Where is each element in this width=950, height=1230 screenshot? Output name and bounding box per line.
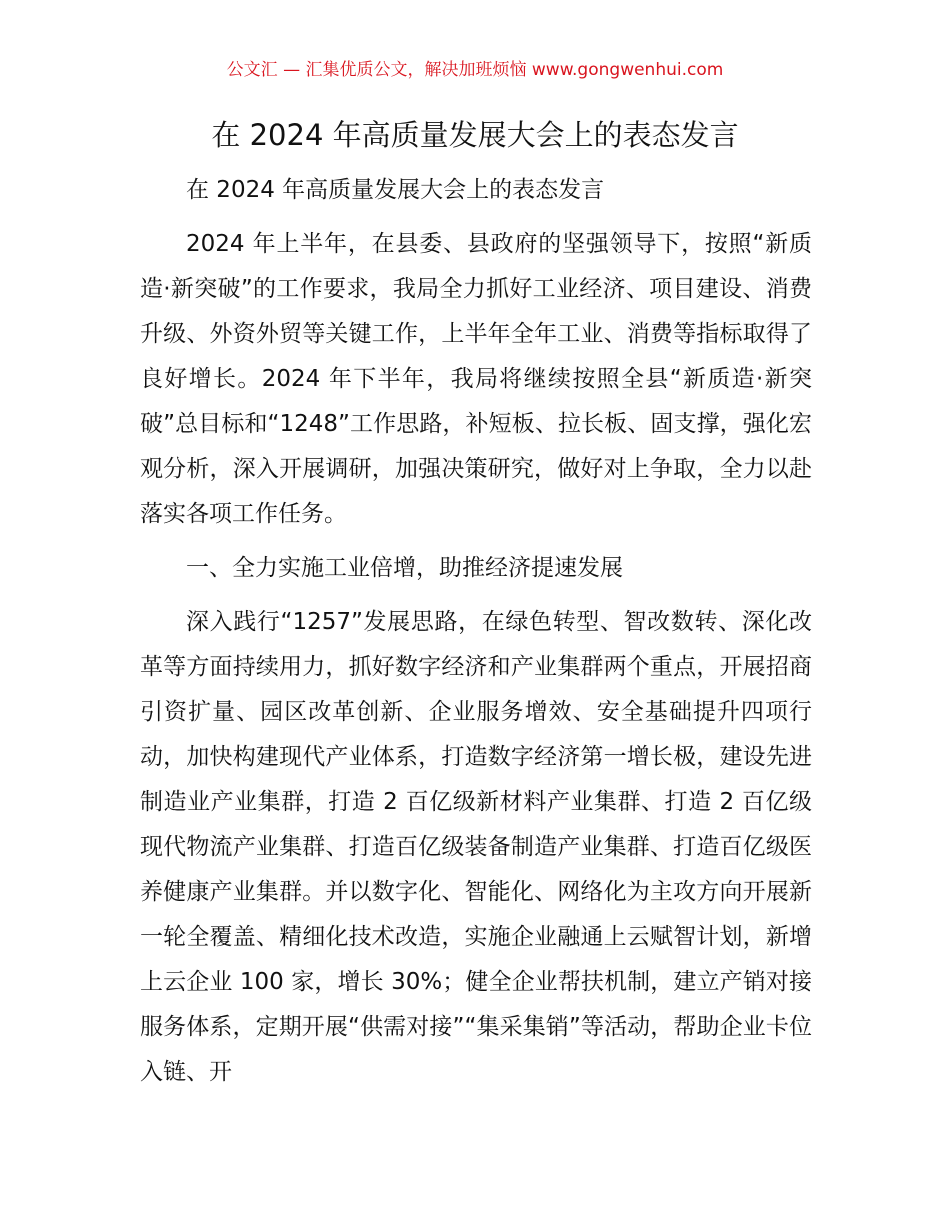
paragraph-intro: 2024 年上半年，在县委、县政府的坚强领导下，按照“新质造·新突破”的工作要求，我局全力抓好工业经济、项目建设、消费升级、外资外贸等关键工作，上半年全年工业、消费等指标取得了良好增长。2024 年下半年，我局将继续按照全县“新质造·新突破”总目标和“1248”工作思路，补短板、拉长板、固支撑，强化宏观分析，深入开展调研，加强决策研究，做好对上争取，全力以赴落实各项工作任务。 bbox=[140, 231, 812, 527]
document-title: 在 2024 年高质量发展大会上的表态发言 bbox=[211, 118, 739, 152]
paragraph-section-1: 深入践行“1257”发展思路，在绿色转型、智改数转、深化改革等方面持续用力，抓好数字经济和产业集群两个重点，开展招商引资扩量、园区改革创新、企业服务增效、安全基础提升四项行动，加快构建现代产业体系，打造数字经济第一增长极，建设先进制造业产业集群，打造 2 百亿级新材料产业集群、打造 2 百亿级现代物流产业集群、打造百亿级装备制造产业集群、打造百亿级医养健康产业集群。并以数字化、智能化、网络化为主攻方向开展新一轮全覆盖、精细化技术改造，实施企业融通上云赋智计划，新增上云企业 100 家，增长 30%；健全企业帮扶机制，建立产销对接服务体系，定期开展“供需对接”“集采集销”等活动，帮助企业卡位入链、开 bbox=[140, 609, 812, 1085]
document-body bbox=[140, 168, 812, 1104]
document-subtitle: 在 2024 年高质量发展大会上的表态发言 bbox=[186, 177, 605, 203]
section-heading-1: 一、全力实施工业倍增，助推经济提速发展 bbox=[186, 555, 623, 581]
header-banner: 公文汇 — 汇集优质公文，解决加班烦恼 www.gongwenhui.com bbox=[226, 60, 724, 80]
